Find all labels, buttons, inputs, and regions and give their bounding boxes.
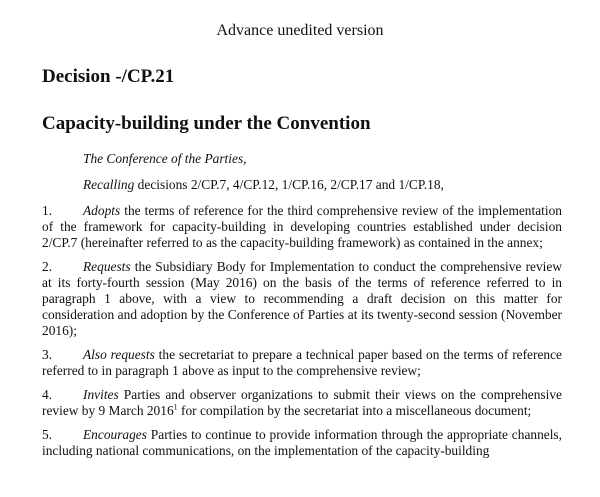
paragraph-text: the terms of reference for the third comprehensive review of the implementation of the framework for capacity-building in developing countries established under decision 2/CP.7 (hereinafter referred to as the capacity-building framework) as contained in the annex;: [42, 203, 562, 250]
operative-verb: Also requests: [83, 347, 155, 362]
paragraph-number: 1.: [42, 203, 53, 218]
paragraph-text: the secretariat to prepare a technical paper based on the terms of reference referred to in paragraph 1 above as input to the comprehensive review;: [42, 347, 562, 378]
operative-paragraph: [42, 427, 562, 459]
paragraph-number: 2.: [42, 259, 53, 274]
operative-verb: Adopts: [83, 203, 121, 218]
operative-verb: Requests: [83, 259, 131, 274]
paragraph-text: Parties to continue to provide information through the appropriate channels, including national communications, on the implementation of the capacity-building: [42, 427, 562, 458]
document-status: Advance unedited version: [216, 22, 384, 39]
decision-title: Decision -/CP.21: [42, 66, 175, 87]
paragraph-text-continued: for compilation by the secretariat into a miscellaneous document;: [177, 403, 532, 418]
decision-subject: Capacity-building under the Convention: [42, 113, 371, 134]
preamble-phrase: The Conference of the Parties,: [83, 151, 247, 166]
operative-paragraphs: [42, 203, 562, 467]
preamble-text: decisions 2/CP.7, 4/CP.12, 1/CP.16, 2/CP.17 and 1/CP.18,: [134, 177, 444, 192]
paragraph-text: the Subsidiary Body for Implementation to conduct the comprehensive review at its forty-fourth session (May 2016) on the basis of the terms of reference referred to in paragraph 1 above, with a view to recommending a draft decision on this matter for consideration and adoption by the Conference of Parties at its twenty-second session (November 2016);: [42, 259, 562, 338]
paragraph-text: Parties and observer organizations to submit their views on the comprehensive review by 9 March 2016: [42, 387, 562, 418]
operative-paragraph: [42, 203, 562, 251]
operative-paragraph: [42, 347, 562, 379]
paragraph-number: 4.: [42, 387, 53, 402]
paragraph-number: 3.: [42, 347, 53, 362]
operative-verb: Invites: [83, 387, 119, 402]
preamble: [42, 151, 562, 203]
operative-paragraph: [42, 387, 562, 419]
paragraph-number: 5.: [42, 427, 53, 442]
operative-verb: Encourages: [83, 427, 147, 442]
operative-paragraph: [42, 259, 562, 339]
preamble-phrase: Recalling: [83, 177, 135, 192]
footnote-marker[interactable]: 1: [173, 402, 178, 412]
preamble-paragraph: [42, 177, 562, 193]
preamble-paragraph: [42, 151, 562, 167]
